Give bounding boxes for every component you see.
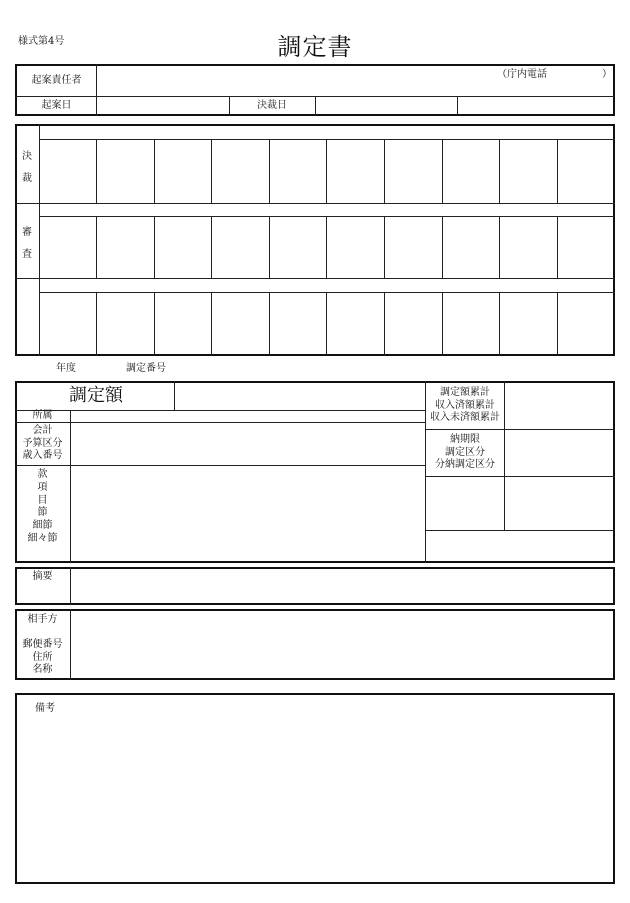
unreceived-total-label: 収入未済額累計 [430,412,500,423]
divider [15,278,615,279]
phone-close: ） [602,69,612,80]
divider [442,139,443,203]
divider [442,216,443,278]
budget-item-label: 目 [37,494,48,506]
divider [174,381,175,410]
divider [96,64,97,116]
divider [269,216,270,278]
divider [15,203,615,204]
divider [96,292,97,356]
divider [154,292,155,356]
review-label-char: 審 [22,227,32,238]
divider [15,410,425,411]
postal-code-label: 郵便番号 [22,639,63,650]
divider [326,292,327,356]
decision-label [15,146,39,190]
divider [96,139,97,203]
divider [557,216,558,278]
page-title: 調定書 [277,33,353,61]
divider [269,292,270,356]
review-label [15,222,39,266]
accounting-labels [15,425,70,463]
received-total-label: 収入済額累計 [435,399,495,411]
accounting-label: 会計 [32,425,53,436]
draft-date-label: 起案日 [41,100,72,111]
divider [326,216,327,278]
divider [499,292,500,356]
divider [39,216,615,217]
divider [504,381,505,530]
summary-field[interactable] [72,569,613,603]
budget-class-label: 予算区分 [22,437,63,449]
divider [96,216,97,278]
remarks-label: 備考 [35,703,55,714]
decision-date-field[interactable] [316,98,456,114]
form-number: 様式第4号 [18,36,65,47]
divider [39,292,615,293]
counterparty-field[interactable] [72,611,613,678]
phone-label: （庁内電話 [497,69,547,80]
counterparty-label: 相手方 [27,614,58,625]
divider [557,139,558,203]
installment-class-label: 分納調定区分 [435,459,495,470]
divider [39,139,615,140]
divider [211,292,212,356]
name-label: 名称 [32,664,53,675]
divider [154,216,155,278]
budget-item-label: 細々節 [27,532,58,544]
divider [15,422,425,423]
decision-date-label: 決裁日 [257,100,287,111]
deadline-labels [426,434,504,472]
divider [15,465,425,466]
divider [384,139,385,203]
divider [70,567,71,605]
fiscal-year-label: 年度 [56,363,76,374]
divider [557,292,558,356]
divider [384,216,385,278]
divider [457,96,458,116]
summary-label: 摘要 [32,571,53,582]
divider [39,124,40,356]
amount-field[interactable] [176,383,423,408]
approval-grid [15,124,615,356]
decision-label-char: 裁 [22,173,32,184]
divider [70,609,71,680]
divider [425,429,615,430]
counterparty-labels [15,639,70,677]
divider [425,530,615,531]
assessed-total-label: 調定額累計 [440,387,490,398]
drafter-label: 起案責任者 [31,75,82,86]
divider [269,139,270,203]
budget-item-label: 款 [37,469,48,480]
budget-item-label: 節 [37,507,48,519]
address-label: 住所 [32,651,53,663]
divider [326,139,327,203]
divider [442,292,443,356]
amount-section [15,381,615,563]
divider [425,476,615,477]
divider [154,139,155,203]
affiliation-label: 所属 [32,410,53,421]
totals-labels [426,387,504,425]
budget-item-label: 細節 [32,520,53,532]
assessment-class-label: 調定区分 [445,446,485,458]
revenue-number-label: 歳入番号 [22,450,63,461]
divider [499,139,500,203]
budget-item-label: 項 [37,481,48,493]
remarks-field[interactable] [17,718,613,882]
divider [211,216,212,278]
divider [70,410,71,563]
amount-label: 調定額 [69,385,123,406]
review-label-char: 査 [22,249,32,260]
deadline-label: 納期限 [450,434,480,445]
draft-date-field[interactable] [98,98,228,114]
decision-label-char: 決 [22,151,32,162]
budget-item-labels [15,469,70,546]
divider [499,216,500,278]
divider [211,139,212,203]
divider [384,292,385,356]
assessment-number-label: 調定番号 [126,363,166,374]
